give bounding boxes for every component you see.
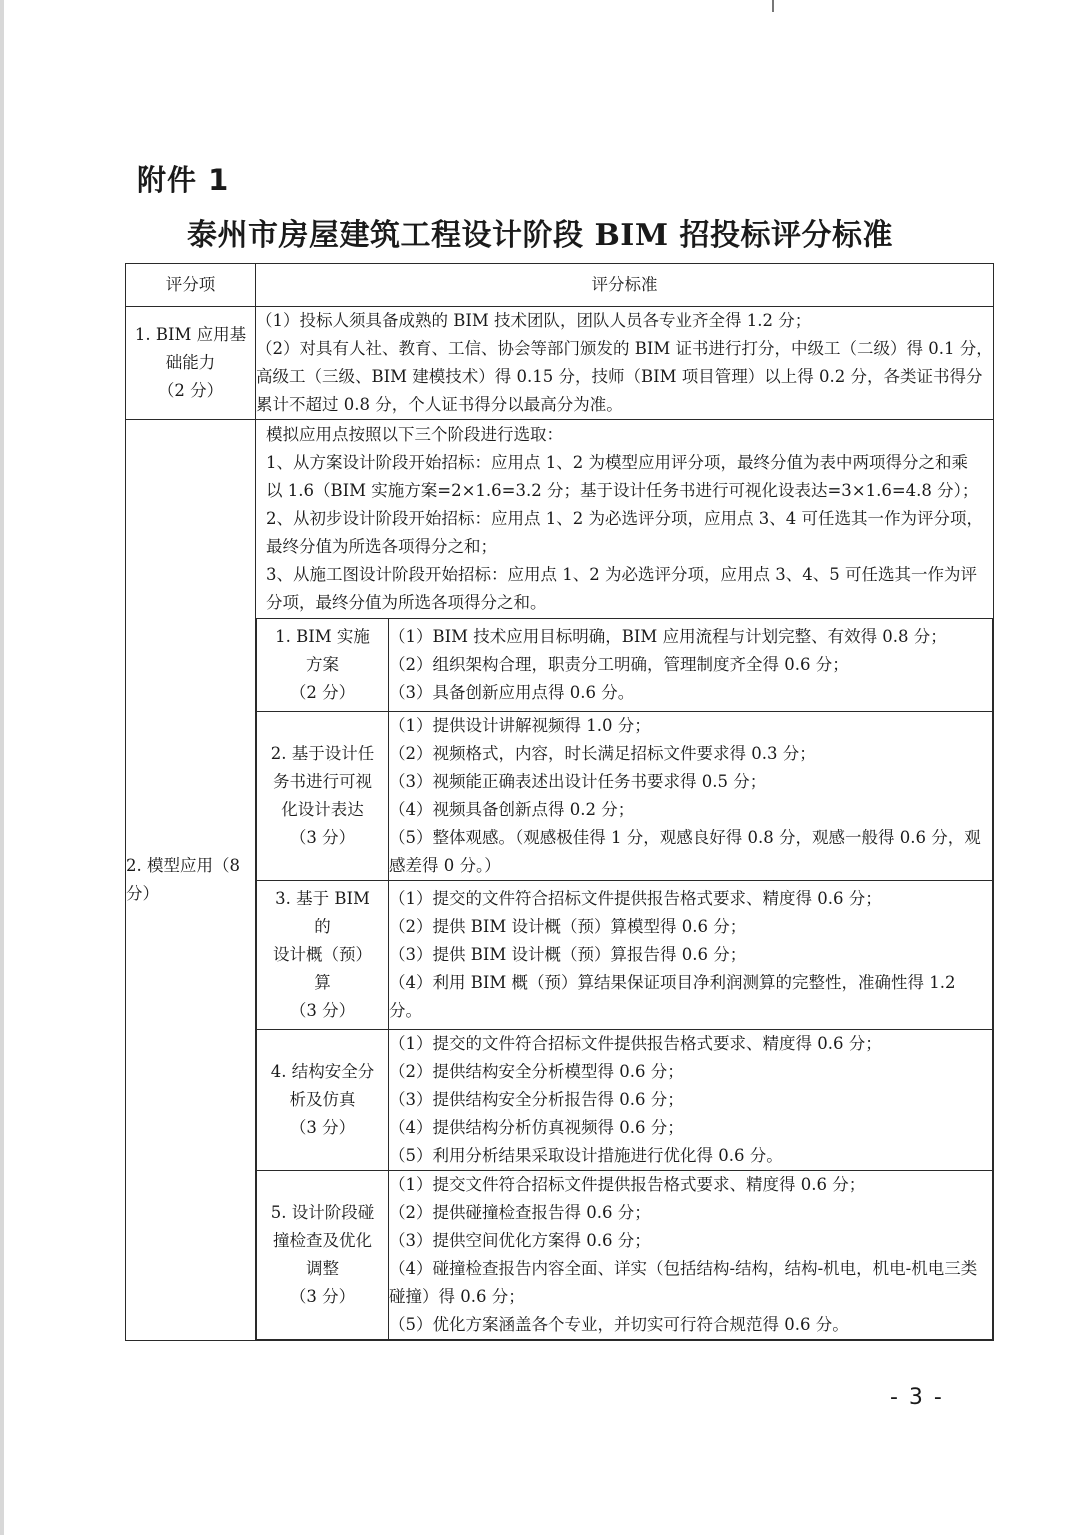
subitem-title xyxy=(257,712,389,881)
subitem-row xyxy=(257,712,993,881)
subitem-title-line: 方案 xyxy=(306,655,339,674)
intro-line: 1、从方案设计阶段开始招标：应用点 1、2 为模型应用评分项，最终分值为表中两项得分之和乘以 1.6（BIM 实施方案=2×1.6=3.2 分；基于设计任务书进行可视化设表达=3×1.6=4.8 分）； xyxy=(266,453,979,500)
subitem-title-line: （3 分） xyxy=(289,1001,356,1020)
subitem-row xyxy=(257,1171,993,1340)
subitem-criteria xyxy=(389,619,993,712)
criterion-line: （1）投标人须具备成熟的 BIM 技术团队，团队人员各专业齐全得 1.2 分； xyxy=(256,311,812,330)
criterion-line: （2）提供 BIM 设计概（预）算模型得 0.6 分； xyxy=(389,917,747,936)
criterion-line: （2）提供结构安全分析模型得 0.6 分； xyxy=(389,1062,684,1081)
subitem-title-line: 2. 基于设计任 xyxy=(270,744,375,763)
criteria-basic-ability xyxy=(256,307,994,420)
subitem-title xyxy=(257,619,389,712)
criterion-line: （1）提交的文件符合招标文件提供报告格式要求、精度得 0.6 分； xyxy=(389,889,882,908)
subitem-title xyxy=(257,1030,389,1171)
subitem-title-line: 撞检查及优化 xyxy=(273,1231,372,1250)
subitem-title-line: 算 xyxy=(314,973,331,992)
subitem-title-line: （3 分） xyxy=(289,1118,356,1137)
application-points-table xyxy=(256,618,993,1340)
subitem-row xyxy=(257,619,993,712)
criterion-line: （4）视频具备创新点得 0.2 分； xyxy=(389,800,635,819)
item-line: 础能力 xyxy=(165,353,216,372)
criterion-line: （3）提供 BIM 设计概（预）算报告得 0.6 分； xyxy=(389,945,747,964)
subitem-title-line: 化设计表达 xyxy=(281,800,364,819)
header-scoring-criteria: 评分标准 xyxy=(256,264,994,307)
item-line: 1. BIM 应用基 xyxy=(134,325,247,344)
subitem-row xyxy=(257,1030,993,1171)
criterion-line: （1）BIM 技术应用目标明确，BIM 应用流程与计划完整、有效得 0.8 分； xyxy=(389,627,947,646)
subitem-title-line: 调整 xyxy=(306,1259,339,1278)
subitem-criteria xyxy=(389,1030,993,1171)
selection-intro xyxy=(256,420,993,618)
scoring-table xyxy=(125,263,994,1341)
subitem-title-line: 5. 设计阶段碰 xyxy=(270,1203,375,1222)
subitem-title xyxy=(257,881,389,1030)
subitem-title-line: 务书进行可视 xyxy=(273,772,372,791)
criterion-line: （5）优化方案涵盖各个专业，并切实可行符合规范得 0.6 分。 xyxy=(389,1315,849,1334)
criterion-line: （3）提供结构安全分析报告得 0.6 分； xyxy=(389,1090,684,1109)
subitem-title-line: 3. 基于 BIM 的 xyxy=(275,889,370,936)
subitem-title-line: 设计概（预） xyxy=(273,945,372,964)
criterion-line: （1）提交文件符合招标文件提供报告格式要求、精度得 0.6 分； xyxy=(389,1175,866,1194)
table-header-row xyxy=(126,264,994,307)
corner-mark xyxy=(772,0,774,12)
item-line: （2 分） xyxy=(157,381,224,400)
subitem-title xyxy=(257,1171,389,1340)
table-row-basic-ability xyxy=(126,307,994,420)
intro-line: 2、从初步设计阶段开始招标：应用点 1、2 为必选评分项，应用点 3、4 可任选其一作为评分项，最终分值为所选各项得分之和； xyxy=(266,509,983,556)
subitem-row xyxy=(257,881,993,1030)
criterion-line: （3）提供空间优化方案得 0.6 分； xyxy=(389,1231,651,1250)
subitem-criteria xyxy=(389,1171,993,1340)
subitem-title-line: 1. BIM 实施 xyxy=(275,627,370,646)
criterion-line: （2）组织架构合理，职责分工明确，管理制度齐全得 0.6 分； xyxy=(389,655,849,674)
subitem-criteria xyxy=(389,881,993,1030)
document-title: 泰州市房屋建筑工程设计阶段 BIM 招投标评分标准 xyxy=(187,218,893,253)
criterion-line: （4）提供结构分析仿真视频得 0.6 分； xyxy=(389,1118,684,1137)
intro-line: 3、从施工图设计阶段开始招标：应用点 1、2 为必选评分项，应用点 3、4、5 可任选其一作为评分项，最终分值为所选各项得分之和。 xyxy=(266,565,977,612)
subitem-title-line: （2 分） xyxy=(289,683,356,702)
table-row-model-application xyxy=(126,420,994,1341)
item-basic-ability xyxy=(126,307,256,420)
intro-line: 模拟应用点按照以下三个阶段进行选取： xyxy=(266,425,563,444)
header-scoring-item: 评分项 xyxy=(126,264,256,307)
criterion-line: （5）利用分析结果采取设计措施进行优化得 0.6 分。 xyxy=(389,1146,783,1165)
model-application-details xyxy=(256,420,994,1341)
criterion-line: （3）视频能正确表述出设计任务书要求得 0.5 分； xyxy=(389,772,767,791)
criterion-line: （1）提供设计讲解视频得 1.0 分； xyxy=(389,716,651,735)
item-model-application: 2. 模型应用（8 分） xyxy=(126,420,256,1341)
page-number: - 3 - xyxy=(890,1385,944,1410)
criterion-line: （2）视频格式，内容，时长满足招标文件要求得 0.3 分； xyxy=(389,744,816,763)
subitem-title-line: 4. 结构安全分 xyxy=(270,1062,375,1081)
attachment-label: 附件 1 xyxy=(137,163,230,197)
criterion-line: （4）利用 BIM 概（预）算结果保证项目净利润测算的完整性，准确性得 1.2 分。 xyxy=(389,973,956,1020)
criterion-line: （5）整体观感。（观感极佳得 1 分，观感良好得 0.8 分，观感一般得 0.6 分，观感差得 0 分。） xyxy=(389,828,981,875)
criterion-line: （1）提交的文件符合招标文件提供报告格式要求、精度得 0.6 分； xyxy=(389,1034,882,1053)
subitem-title-line: （3 分） xyxy=(289,828,356,847)
criterion-line: （4）碰撞检查报告内容全面、详实（包括结构-结构，结构-机电，机电-机电三类碰撞）得 0.6 分； xyxy=(389,1259,978,1306)
subitem-title-line: （3 分） xyxy=(289,1287,356,1306)
criterion-line: （2）提供碰撞检查报告得 0.6 分； xyxy=(389,1203,651,1222)
criterion-line: （3）具备创新应用点得 0.6 分。 xyxy=(389,683,635,702)
subitem-criteria xyxy=(389,712,993,881)
subitem-title-line: 析及仿真 xyxy=(289,1090,356,1109)
criterion-line: （2）对具有人社、教育、工信、协会等部门颁发的 BIM 证书进行打分，中级工（二级）得 0.1 分，高级工（三级、BIM 建模技术）得 0.15 分，技师（BIM 项目管理）以上得 0.2 分，各类证书得分累计不超过 0.8 分，个人证书得分以最高分为准。 xyxy=(256,339,993,414)
